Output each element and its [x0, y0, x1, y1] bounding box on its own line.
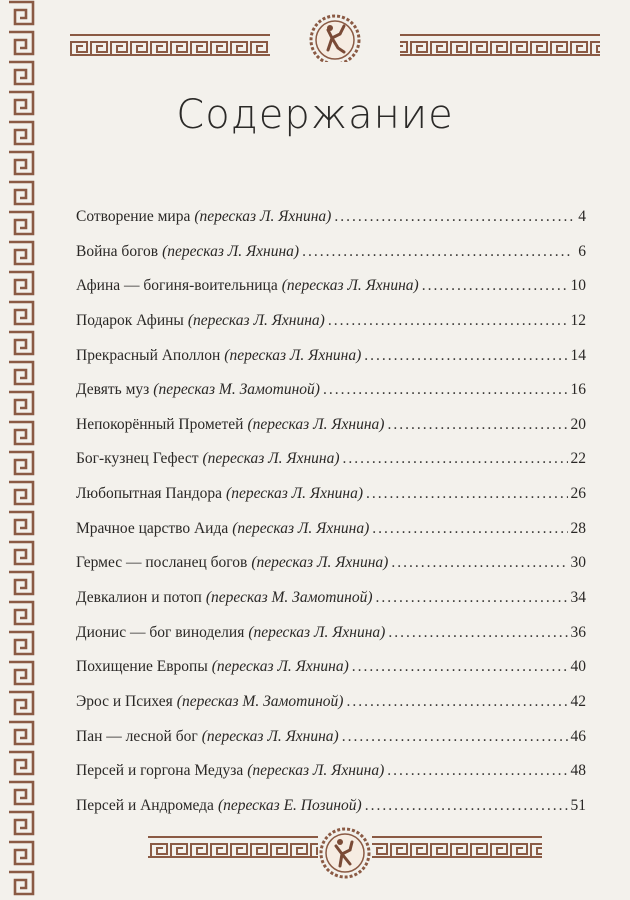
page-number: 6	[578, 242, 586, 260]
dot-leader	[364, 347, 567, 365]
page-number: 34	[570, 589, 586, 607]
dot-leader	[343, 450, 568, 468]
dot-leader	[387, 416, 567, 434]
entry-title: Прекрасный Аполлон	[76, 346, 221, 364]
entry-title: Непокорённый Прометей	[76, 415, 244, 433]
bottom-ornament	[70, 826, 600, 880]
dot-leader	[334, 208, 573, 226]
toc-entry[interactable]	[76, 693, 586, 728]
page-number: 30	[570, 554, 586, 572]
page-number: 51	[570, 796, 586, 814]
toc-entry[interactable]	[76, 416, 586, 451]
entry-title: Персей и Андромеда	[76, 796, 214, 814]
dot-leader	[388, 624, 567, 642]
page-number: 22	[570, 450, 586, 468]
dot-leader	[372, 520, 567, 538]
entry-title: Гермес — посланец богов	[76, 554, 248, 572]
entry-credit: (пересказ Л. Яхнина)	[281, 277, 419, 295]
entry-title: Сотворение мира	[76, 208, 191, 225]
dot-leader	[352, 658, 568, 676]
toc-entry[interactable]	[76, 554, 586, 589]
entry-title: Похищение Европы	[76, 658, 208, 676]
entry-credit: (пересказ Л. Яхнина)	[251, 554, 389, 572]
page-number: 26	[570, 485, 586, 503]
entry-title: Бог-кузнец Гефест	[76, 450, 199, 468]
page-number: 20	[570, 415, 586, 433]
entry-credit: (пересказ Л. Яхнина)	[232, 519, 370, 537]
entry-title: Дионис — бог виноделия	[76, 623, 245, 641]
page-number: 4	[578, 208, 586, 225]
toc-entry[interactable]	[76, 347, 586, 382]
dot-leader	[302, 243, 573, 261]
dot-leader	[365, 797, 568, 815]
entry-title: Война богов	[76, 242, 159, 260]
page-number: 42	[570, 692, 586, 710]
toc-entry[interactable]	[76, 208, 586, 243]
page-number: 40	[570, 658, 586, 676]
entry-credit: (пересказ Л. Яхнина)	[187, 311, 325, 329]
entry-credit: (пересказ Л. Яхнина)	[162, 242, 300, 260]
dot-leader	[328, 312, 568, 330]
dot-leader	[422, 277, 568, 295]
toc-entry[interactable]	[76, 381, 586, 416]
toc-entry[interactable]	[76, 450, 586, 485]
entry-title: Персей и горгона Медуза	[76, 762, 244, 780]
page-number: 28	[570, 519, 586, 537]
greek-vase-figure-icon	[311, 16, 359, 62]
entry-credit: (пересказ М. Замотиной)	[176, 692, 344, 710]
dot-leader	[387, 762, 567, 780]
toc-entry[interactable]	[76, 277, 586, 312]
entry-title: Девять муз	[76, 381, 150, 399]
entry-credit: (пересказ Л. Яхнина)	[202, 450, 340, 468]
page-number: 46	[570, 727, 586, 745]
page-number: 16	[570, 381, 586, 399]
dot-leader	[323, 381, 568, 399]
page-number: 10	[570, 277, 586, 295]
toc-entry[interactable]	[76, 762, 586, 797]
entry-credit: (пересказ Л. Яхнина)	[226, 485, 364, 503]
page-number: 12	[570, 311, 586, 329]
entry-title: Эрос и Психея	[76, 692, 173, 710]
table-of-contents	[76, 208, 586, 832]
entry-title: Мрачное царство Аида	[76, 519, 229, 537]
dot-leader	[346, 693, 567, 711]
page-number: 14	[570, 346, 586, 364]
entry-credit: (пересказ Л. Яхнина)	[247, 762, 385, 780]
entry-title: Подарок Афины	[76, 311, 184, 329]
entry-credit: (пересказ Л. Яхнина)	[224, 346, 362, 364]
toc-entry[interactable]	[76, 243, 586, 278]
page-number: 48	[570, 762, 586, 780]
entry-credit: (пересказ М. Замотиной)	[205, 589, 373, 607]
entry-title: Любопытная Пандора	[76, 485, 223, 503]
page-title: Содержание	[176, 92, 454, 138]
toc-entry[interactable]	[76, 312, 586, 347]
dot-leader	[342, 728, 568, 746]
entry-title: Пан — лесной бог	[76, 727, 198, 745]
entry-credit: (пересказ Л. Яхнина)	[194, 208, 332, 225]
toc-entry[interactable]	[76, 728, 586, 763]
entry-credit: (пересказ Л. Яхнина)	[247, 415, 385, 433]
entry-credit: (пересказ М. Замотиной)	[153, 381, 320, 399]
page-number: 36	[570, 623, 586, 641]
greek-vase-figure-icon	[321, 829, 369, 877]
entry-title: Афина — богиня-воительница	[76, 277, 278, 295]
entry-title: Девкалион и потоп	[76, 589, 202, 607]
entry-credit: (пересказ Л. Яхнина)	[201, 727, 339, 745]
entry-credit: (пересказ Л. Яхнина)	[248, 623, 386, 641]
toc-entry[interactable]	[76, 485, 586, 520]
toc-entry[interactable]	[76, 589, 586, 624]
entry-credit: (пересказ Е. Позиной)	[217, 796, 362, 814]
top-ornament	[70, 8, 600, 62]
toc-entry[interactable]	[76, 520, 586, 555]
dot-leader	[376, 589, 568, 607]
toc-entry[interactable]	[76, 624, 586, 659]
dot-leader	[391, 554, 567, 572]
entry-credit: (пересказ Л. Яхнина)	[211, 658, 349, 676]
toc-entry[interactable]	[76, 658, 586, 693]
dot-leader	[366, 485, 567, 503]
